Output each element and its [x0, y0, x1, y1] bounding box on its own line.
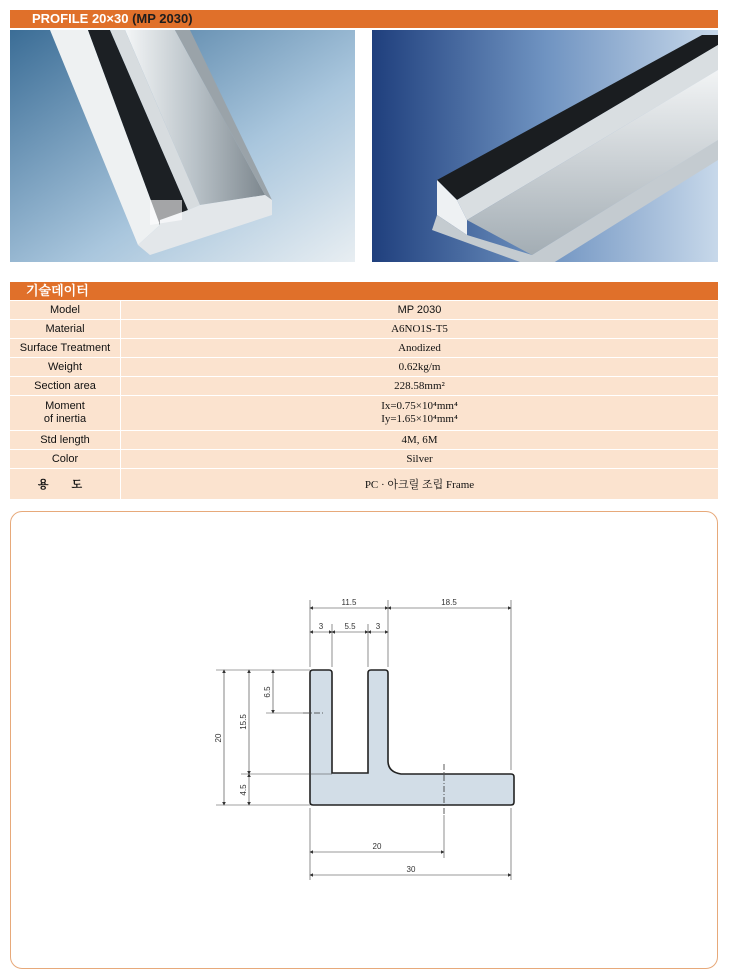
model-value: MP 2030: [121, 301, 719, 320]
color-label: Color: [10, 450, 121, 469]
dim-left-base: 4.5: [239, 784, 248, 796]
dim-slot-gap: 5.5: [344, 622, 356, 631]
section-value: 228.58mm²: [121, 377, 719, 396]
surface-label: Surface Treatment: [10, 339, 121, 358]
color-value: Silver: [121, 450, 719, 469]
table-row: [10, 469, 718, 500]
product-photo-right: [372, 30, 718, 262]
section-label: Section area: [10, 377, 121, 396]
dim-top-right: 18.5: [441, 598, 457, 607]
table-row: [10, 320, 718, 339]
table-row: [10, 431, 718, 450]
title-model: (MP 2030): [132, 11, 193, 26]
table-row: [10, 358, 718, 377]
dim-bottom-total: 30: [406, 865, 416, 874]
length-value: 4M, 6M: [121, 431, 719, 450]
moment-value-iy: Iy=1.65×10⁴mm⁴: [381, 413, 458, 425]
profile-shape: [310, 670, 514, 805]
table-row: [10, 396, 718, 431]
weight-value: 0.62kg/m: [121, 358, 719, 377]
dim-slot-left: 3: [318, 622, 324, 631]
moment-label-line1: Moment: [45, 400, 85, 412]
table-row: [10, 450, 718, 469]
title-prefix: PROFILE 20×30: [32, 11, 129, 26]
moment-label-line2: of inertia: [43, 413, 87, 425]
model-label: Model: [10, 301, 121, 320]
usage-label: 용 도: [10, 469, 121, 500]
weight-label: Weight: [10, 358, 121, 377]
cross-section-drawing: [11, 512, 717, 968]
surface-value: Anodized: [121, 339, 719, 358]
moment-value: [121, 396, 719, 431]
usage-value: PC · 아크릴 조립 Frame: [121, 469, 719, 500]
dim-bottom-inner: 20: [372, 842, 382, 851]
moment-label: [10, 396, 121, 431]
material-label: Material: [10, 320, 121, 339]
product-photo-left: [10, 30, 355, 262]
dim-slot-right: 3: [375, 622, 381, 631]
dim-left-mid: 15.5: [239, 714, 248, 730]
technical-data-heading-label: 기술데이터: [26, 283, 89, 298]
dim-top-total: 11.5: [341, 598, 357, 607]
dim-left-upper: 6.5: [263, 686, 272, 698]
table-row: [10, 339, 718, 358]
moment-value-ix: Ix=0.75×10⁴mm⁴: [381, 400, 458, 412]
technical-data-heading: [10, 282, 718, 300]
page-title: [10, 10, 718, 28]
length-label: Std length: [10, 431, 121, 450]
spec-table: [10, 301, 718, 500]
cross-section-panel: [10, 511, 718, 969]
dim-left-total: 20: [214, 733, 223, 743]
table-row: [10, 377, 718, 396]
material-value: A6NO1S-T5: [121, 320, 719, 339]
table-row: [10, 301, 718, 320]
